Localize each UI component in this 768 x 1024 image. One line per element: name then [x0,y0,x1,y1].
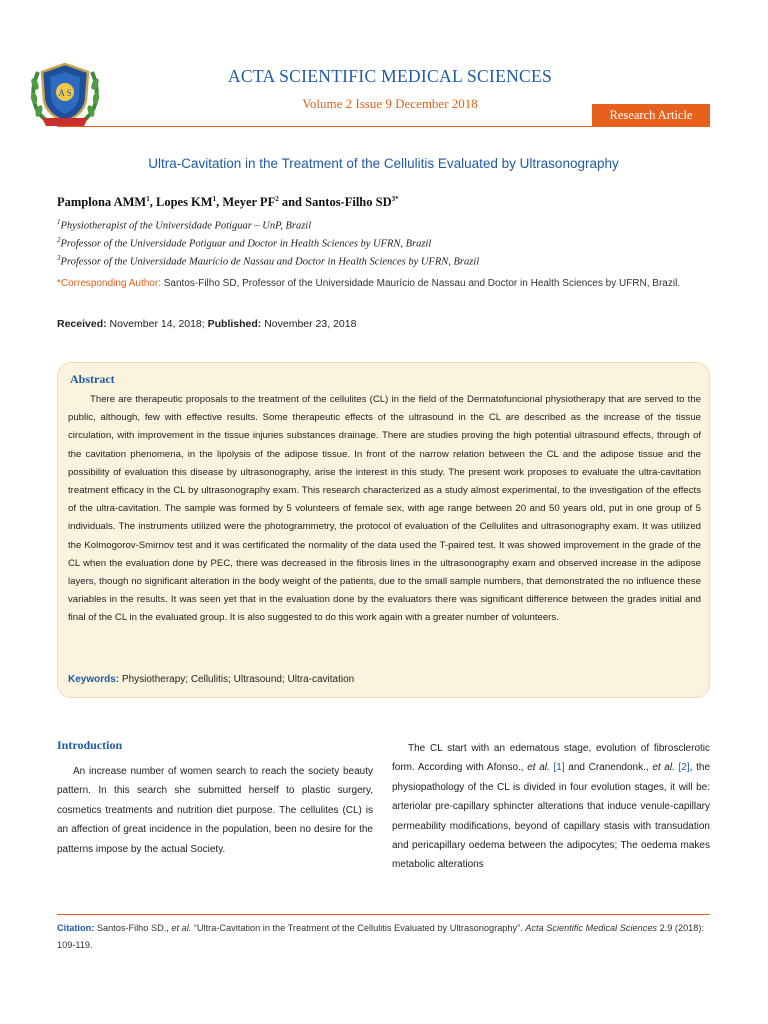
logo-lettering: A S [58,88,72,98]
paragraph-text: and Cranendonk., [564,762,653,774]
reference-link[interactable]: [2] [678,762,690,774]
received-date: November 14, 2018; [109,318,205,330]
author-list [57,195,399,210]
corresponding-label: *Corresponding Author: [57,278,161,289]
abstract-heading: Abstract [70,372,115,386]
footer-rule [57,914,710,915]
article-type-badge: Research Article [592,104,710,126]
author-superscript: 2 [275,195,279,203]
affiliation-text: Physiotherapist of the Universidade Potiguar – UnP, Brazil [60,220,312,232]
author-name: Pamplona AMM [57,195,147,210]
affiliation-superscript: 3 [57,254,61,262]
keywords [68,674,354,685]
author-name: Lopes KM [155,195,213,210]
affiliation-superscript: 1 [57,218,61,226]
corresponding-text: Santos-Filho SD, Professor of the Universidade Maurício de Nassau and Doctor in Health Sciences by UFRN, Brazil. [163,278,681,289]
paragraph-text: The CL start with an edematous stage, evolution of fibrosclerotic form. According with Afonso., [392,743,710,774]
body-paragraph [392,739,710,875]
citation-etal: et al. [171,923,192,933]
author-superscript: 1 [212,195,217,203]
published-label: Published: [207,318,262,330]
citation-label: Citation: [57,923,95,933]
introduction-heading: Introduction [57,738,123,752]
author-name: Meyer PF [222,195,276,210]
author-superscript: 3* [391,195,399,203]
issue-info: Volume 2 Issue 9 December 2018 [302,96,478,111]
affiliation-text: Professor of the Universidade Maurício de Nassau and Doctor in Health Sciences by UFRN, Brazil [60,256,480,268]
et-al: et al. [652,762,675,774]
header-rule [57,126,710,127]
citation-authors: Santos-Filho SD., [96,923,172,933]
author-separator: and [278,195,306,210]
citation-title: “Ultra-Cavitation in the Treatment of the Cellulitis Evaluated by Ultrasonography”. [191,923,526,933]
author-superscript: 1 [146,195,150,203]
citation [57,920,712,954]
keywords-list: Physiotherapy; Cellulitis; Ultrasound; Ultra-cavitation [121,674,355,685]
author-separator: , [149,195,156,210]
et-al: et al. [527,762,550,774]
paragraph-text: , the physiopathology of the CL is divided in four evolution stages, it will be: arteriolar pre-capillary sphincter alterations that induce venule-capillary permeability modifications, beyond of capillary stasis with transudation and pericapillary oedema between the adipocytes; The oedema makes metabolic alterations [392,762,711,871]
affiliation-superscript: 2 [57,236,61,244]
author-name: Santos-Filho SD [305,195,392,210]
introduction-paragraph: An increase number of women search to reach the society beauty pattern. In this search she submitted herself to plastic surgery, cosmetics treatments and nutrition diet purpose. The cellulites (CL) is an affection of great incidence in the population, been no desire for the patterns impose by the actual Society. [57,766,373,855]
keywords-label: Keywords: [68,674,120,685]
article-title: Ultra-Cavitation in the Treatment of the Cellulitis Evaluated by Ultrasonography [148,156,619,171]
affiliation-text: Professor of the Universidade Potiguar and Doctor in Health Sciences by UFRN, Brazil [60,238,432,250]
citation-journal: Acta Scientific Medical Sciences [525,923,658,933]
abstract-box [57,362,710,698]
received-label: Received: [57,318,107,330]
abstract-text: There are therapeutic proposals to the treatment of the cellulites (CL) in the field of the Dermatofuncional physiotherapy that are served to the public, although, few with effective results. Some therapeutic effects of the ultrasound in the CL are described as the increase of the tissue circulation, with improvement in the tissue injuries substances drainage. There are studies proving the high potential ultrasound effects, through of the cavitation phenomena, in the lipolysis of the adipose tissue. In front of the narrow relation between the CL and the adipose tissue and the possibility of evaluation this disease by ultrasonography, arise the interest in this study. The present work proposes to evaluate the ultra-cavitation treatment efficacy in the CL by ultrasonography exam. This research characterized as a study almost experimental, to the investigation of the effects of the ultra-cavitation. The sample was formed by 5 volunteers of female sex, with age range between 20 and 50 years old, put in one group of 5 individuals. The instruments utilized were the photogrammetry, the protocol of evaluation of the Cellulites and ultrasonography exam. It was utilized the Kolmogorov-Smirnov test and it was certificated the normality of the data used the T-paired test. It was showed improvement in the grade of the CL when the evaluation done by PEC, there was decreased in the fibrosis lines in the ultrasonography exam and observed increase in the adipose layers, though no significant alteration in the body weight of the patients, due to the small sample numbers, that demonstrated the no influence these variables in the results. It was seen yet that in the evaluation done by the evaluators there was significant difference between the grades initial and final of the CL in the evaluated group. It is also suggested to do this work again with a greater number of volunteers. [68,394,701,624]
citation-tail: 2.9 (2018): 109-119. [57,923,705,950]
journal-name: ACTA SCIENTIFIC MEDICAL SCIENCES [227,66,553,86]
reference-link[interactable]: [1] [553,762,565,774]
affiliation [57,254,479,268]
affiliation [57,236,431,250]
published-date: November 23, 2018 [264,318,357,330]
affiliation [57,218,311,232]
article-dates [57,318,356,330]
author-separator: , [216,195,223,210]
corresponding-author [57,275,712,293]
